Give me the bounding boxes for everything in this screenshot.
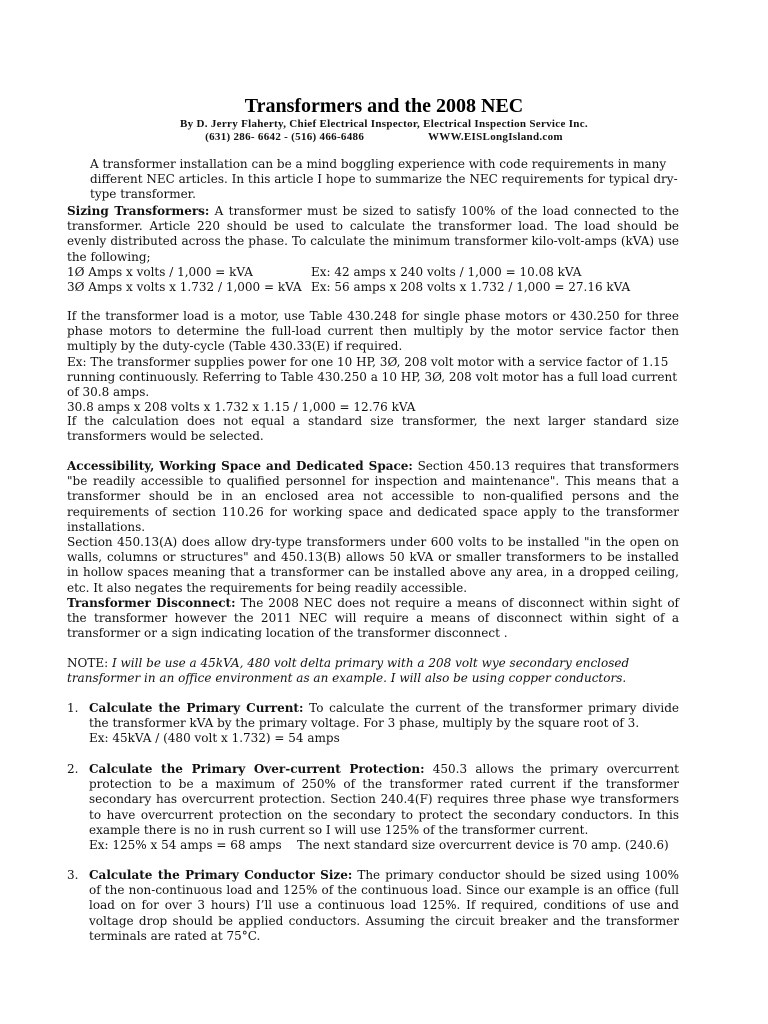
step-number: 3. (67, 868, 79, 882)
single-phase-formula-row (67, 265, 679, 280)
sizing-heading: Sizing Transformers: (67, 204, 210, 218)
single-phase-formula: 1Ø Amps x volts / 1,000 = kVA (67, 264, 253, 279)
note-text: I will be use a 45kVA, 480 volt delta primary with a 208 volt wye secondary enclosed transformer in an office environment as an example. I will also be using copper conductors. (67, 656, 630, 686)
intro-paragraph: A transformer installation can be a mind boggling experience with code requirements in many different NEC articles. In this article I hope to summarize the NEC requirements for typical dry-type transformer. (90, 157, 678, 202)
step-3 (67, 868, 679, 944)
article-title: Transformers and the 2008 NEC (244, 95, 524, 117)
phone-numbers: (631) 286- 6642 - (516) 466-6486 (205, 131, 365, 143)
step-text: The primary conductor should be sized using 100% of the non-continuous load and 125% of the continuous load. Since our example is an office (full load on for over 3 hours) I’ll use a continuous load 125%. If required, conditions of use and voltage drop should be applied conductors. Assuming the circuit breaker and the transformer terminals are rated at 75°C. (89, 868, 679, 943)
accessibility-heading: Accessibility, Working Space and Dedicated Space: (67, 459, 413, 473)
disconnect-text: The 2008 NEC does not require a means of disconnect within sight of the transformer however the 2011 NEC will require a means of disconnect within sight of a transformer or a sign indicating location of the transformer disconnect . (67, 596, 680, 641)
single-phase-example: Ex: 42 amps x 240 volts / 1,000 = 10.08 kVA (311, 264, 582, 279)
accessibility-text-2: Section 450.13(A) does allow dry-type transformers under 600 volts to be installed "in the open on walls, columns or structures" and 450.13(B) allows 50 kVA or smaller transformers to be installed in hollow spaces meaning that a transformer can be installed above any area, in a dropped ceiling, etc. It also negates the requirements for being readily accessible. (67, 535, 679, 595)
sizing-section (67, 204, 679, 295)
motor-calc: 30.8 amps x 208 volts x 1.732 x 1.15 / 1,000 = 12.76 kVA (67, 400, 416, 415)
step-example: Ex: 45kVA / (480 volt x 1.732) = 54 amps (89, 731, 340, 746)
three-phase-example: Ex: 56 amps x 208 volts x 1.732 / 1,000 = 27.16 kVA (311, 280, 631, 295)
step-2 (67, 762, 679, 853)
three-phase-formula-row (67, 280, 679, 295)
website-link[interactable]: WWW.EISLongIsland.com (427, 131, 563, 143)
three-phase-formula: 3Ø Amps x volts x 1.732 / 1,000 = kVA (67, 280, 302, 295)
step-number: 1. (67, 701, 79, 715)
step-heading: Calculate the Primary Over-current Protection: (89, 762, 425, 776)
note-label: NOTE: (67, 656, 109, 670)
accessibility-section (67, 459, 679, 596)
disconnect-heading: Transformer Disconnect: (67, 596, 236, 610)
step-text: To calculate the current of the transformer primary divide the transformer kVA by the primary voltage. For 3 phase, multiply by the square root of 3. (89, 701, 679, 731)
step-text: 450.3 allows the primary overcurrent protection to be a maximum of 250% of the transformer rated current if the transformer secondary has overcurrent protection. Section 240.4(F) requires three phase wye transformers to have overcurrent protection on the secondary to protect the secondary conductors. In this example there is no in rush current so I will use 125% of the transformer current. (89, 762, 680, 837)
step-number: 2. (67, 762, 79, 776)
step-example: Ex: 125% x 54 amps = 68 amps The next standard size overcurrent device is 70 amp. (240.6) (89, 838, 669, 853)
accessibility-text: Section 450.13 requires that transformers "be readily accessible to qualified personnel for inspection and maintenance". This means that a transformer should be in an enclosed area not accessible to non-qualified persons and the requirements of section 110.26 for working space and dedicated space apply to the transformer installations. (67, 459, 679, 534)
author-byline: By D. Jerry Flaherty, Chief Electrical Inspector, Electrical Inspection Service Inc. (180, 118, 588, 130)
motor-text: If the transformer load is a motor, use Table 430.248 for single phase motors or 430.250 for three phase motors to determine the full-load current then multiply by the motor service factor then multiply by the duty-cycle (Table 430.33(E) if required. (67, 309, 679, 354)
step-1 (67, 701, 679, 747)
standard-size-paragraph: If the calculation does not equal a standard size transformer, the next larger standard size transformers would be selected. (67, 414, 679, 444)
contact-line (0, 130, 768, 144)
motor-example: Ex: The transformer supplies power for one 10 HP, 3Ø, 208 volt motor with a service factor of 1.15 running continuously. Referring to Table 430.250 a 10 HP, 3Ø, 208 volt motor has a full load current of 30.8 amps. (67, 354, 678, 400)
sizing-text: A transformer must be sized to satisfy 100% of the load connected to the transformer. Article 220 should be used to calculate the transformer load. The load should be evenly distributed across the phase. To calculate the minimum transformer kilo-volt-amps (kVA) use the following; (67, 204, 679, 264)
step-heading: Calculate the Primary Conductor Size: (89, 868, 353, 882)
disconnect-section (67, 596, 679, 642)
note-paragraph (67, 656, 679, 686)
motor-section (67, 309, 679, 415)
step-heading: Calculate the Primary Current: (89, 701, 304, 715)
